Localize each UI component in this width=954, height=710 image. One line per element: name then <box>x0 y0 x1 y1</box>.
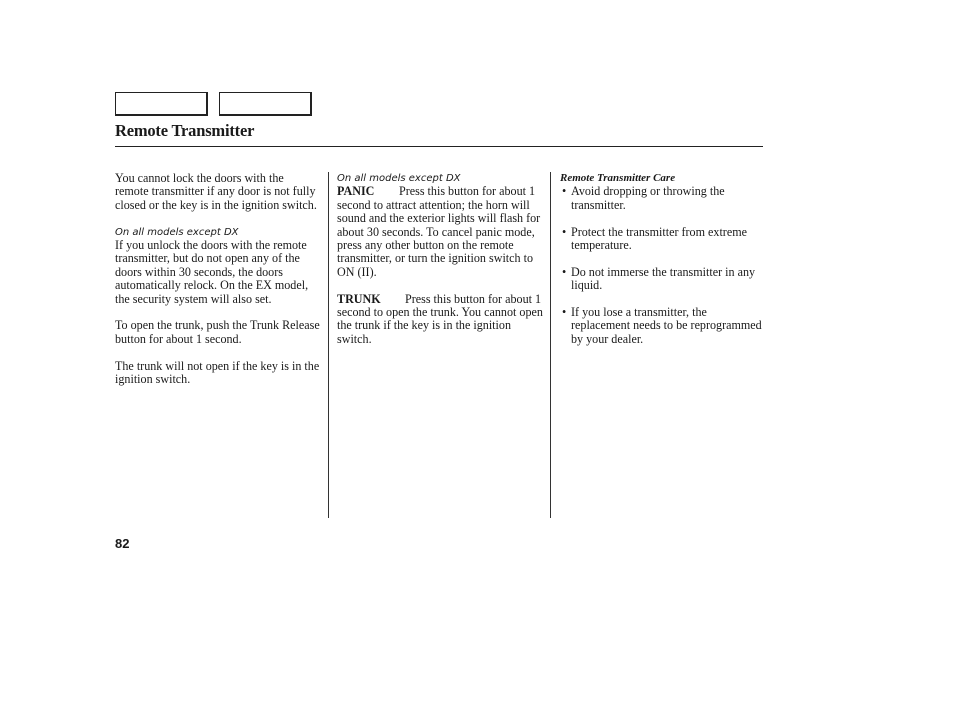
column-divider-2 <box>550 172 551 518</box>
trunk-release-paragraph: To open the trunk, push the Trunk Release button for about 1 second. <box>115 318 320 346</box>
model-subhead: On all models except DX <box>115 226 239 238</box>
trunk-term: TRUNK <box>337 291 381 306</box>
column-left <box>115 172 320 386</box>
nav-box-1[interactable] <box>115 92 208 116</box>
list-item: • Protect the transmitter from extreme temperature. <box>560 226 765 253</box>
panic-paragraph <box>337 185 545 279</box>
lock-note-paragraph: You cannot lock the doors with the remote transmitter if any door is not fully closed or the key is in the ignition switch. <box>115 171 317 212</box>
title-rule <box>115 146 763 147</box>
page-title: Remote Transmitter <box>115 121 255 140</box>
list-item: • Do not immerse the transmitter in any liquid. <box>560 266 765 293</box>
relock-paragraph: If you unlock the doors with the remote transmitter, but do not open any of the doors within 30 seconds, the doors automatically relock. On the EX model, the security system will also set. <box>115 238 309 306</box>
column-divider-1 <box>328 172 329 518</box>
care-subhead: Remote Transmitter Care <box>560 172 676 184</box>
list-item: • If you lose a transmitter, the replacement needs to be reprogrammed by your dealer. <box>560 306 765 346</box>
trunk-paragraph <box>337 293 545 347</box>
panic-text: Press this button for about 1 second to attract attention; the horn will sound and the exterior lights will flash for about 30 seconds. To cancel panic mode, press any other button on the remote transmitter, or turn the ignition switch to ON (II). <box>337 184 541 279</box>
model-subhead-2: On all models except DX <box>337 173 461 184</box>
panic-term: PANIC <box>337 184 375 199</box>
nav-box-2[interactable] <box>219 92 312 116</box>
trunk-text: Press this button for about 1 second to open the trunk. You cannot open the trunk if the key is in the ignition switch. <box>337 291 543 346</box>
trunk-key-paragraph: The trunk will not open if the key is in the ignition switch. <box>115 358 320 387</box>
care-list <box>560 185 765 346</box>
column-right <box>560 172 765 346</box>
list-item: • Avoid dropping or throwing the transmitter. <box>560 185 765 212</box>
page-number: 82 <box>115 536 130 551</box>
column-middle <box>337 172 545 346</box>
